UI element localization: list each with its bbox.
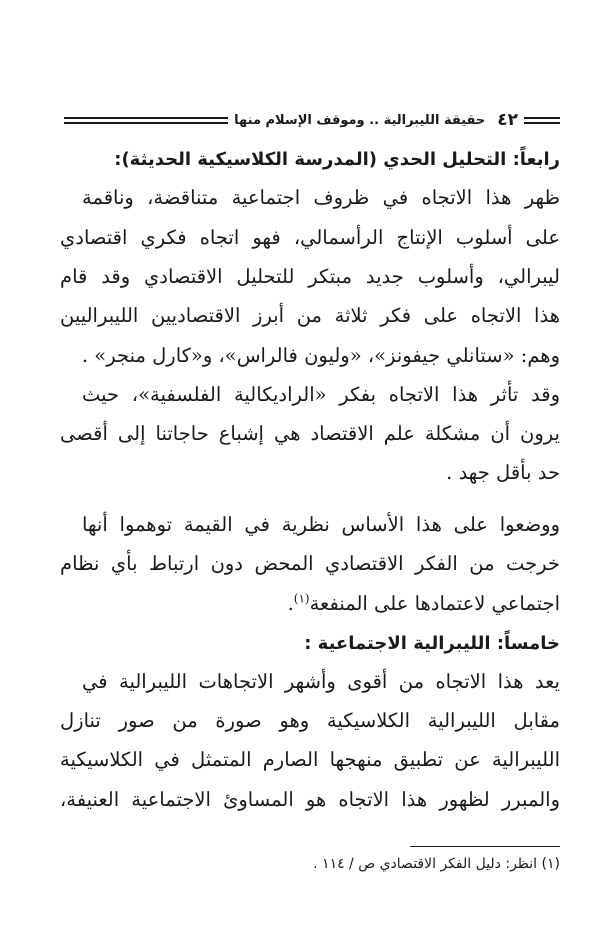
text-line: والمبرر لظهور هذا الاتجاه هو المساوئ الاجتماعية العنيفة،: [60, 788, 560, 811]
running-title: حقيقة الليبرالية .. وموقف الإسلام منها: [234, 112, 486, 128]
header-rule: [64, 117, 228, 124]
text-line: خرجت من الفكر الاقتصادي المحض دون ارتباط بأي نظام: [60, 552, 560, 575]
page-number: ٤٢: [497, 110, 518, 130]
section-heading-5: خامساً: الليبرالية الاجتماعية :: [304, 633, 560, 654]
text-line: وقد تأثر هذا الاتجاه بفكر «الراديكالية الفلسفية»، حيث: [82, 383, 560, 406]
section-heading-4: رابعاً: التحليل الحدي (المدرسة الكلاسيكية الحديثة):: [114, 149, 560, 170]
footnote-reference: (١): [293, 591, 310, 606]
book-page: [60, 0, 560, 940]
text-line: اجتماعي لاعتمادها على المنفعة$^{(١)}$.: [287, 591, 560, 615]
text-line: ووضعوا على هذا الأساس نظرية في القيمة توهموا أنها: [82, 513, 560, 536]
text-line: مقابل الليبرالية الكلاسيكية وهو صورة من صور تنازل: [60, 709, 560, 732]
text-line: يعد هذا الاتجاه من أقوى وأشهر الاتجاهات الليبرالية في: [82, 670, 560, 693]
footnote: (١) انظر: دليل الفكر الاقتصادي ص / ١١٤ .: [313, 856, 560, 872]
running-header: [60, 108, 560, 132]
header-ornament-right: [524, 117, 560, 124]
text-line: على أسلوب الإنتاج الرأسمالي، فهو اتجاه فكري اقتصادي: [60, 226, 560, 249]
text-line: ليبرالي، وأسلوب جديد مبتكر للتحليل الاقتصادي وقد قام: [60, 265, 560, 288]
text-line: وهم: «ستانلي جيفونز»، «وليون فالراس»، و«كارل منجر» .: [81, 344, 560, 367]
footnote-divider: [410, 846, 560, 847]
text-line: الليبرالية عن تطبيق منهجها الصارم المتمثل في الكلاسيكية: [60, 748, 560, 771]
text-line: ظهر هذا الاتجاه في ظروف اجتماعية متناقضة، وناقمة: [82, 186, 560, 209]
text-line: هذا الاتجاه على فكر ثلاثة من أبرز الاقتصاديين الليبراليين: [60, 304, 560, 327]
text-line: يرون أن مشكلة علم الاقتصاد هي إشباع حاجاتنا إلى أقصى: [60, 422, 560, 445]
text-line: حد بأقل جهد .: [446, 461, 560, 484]
